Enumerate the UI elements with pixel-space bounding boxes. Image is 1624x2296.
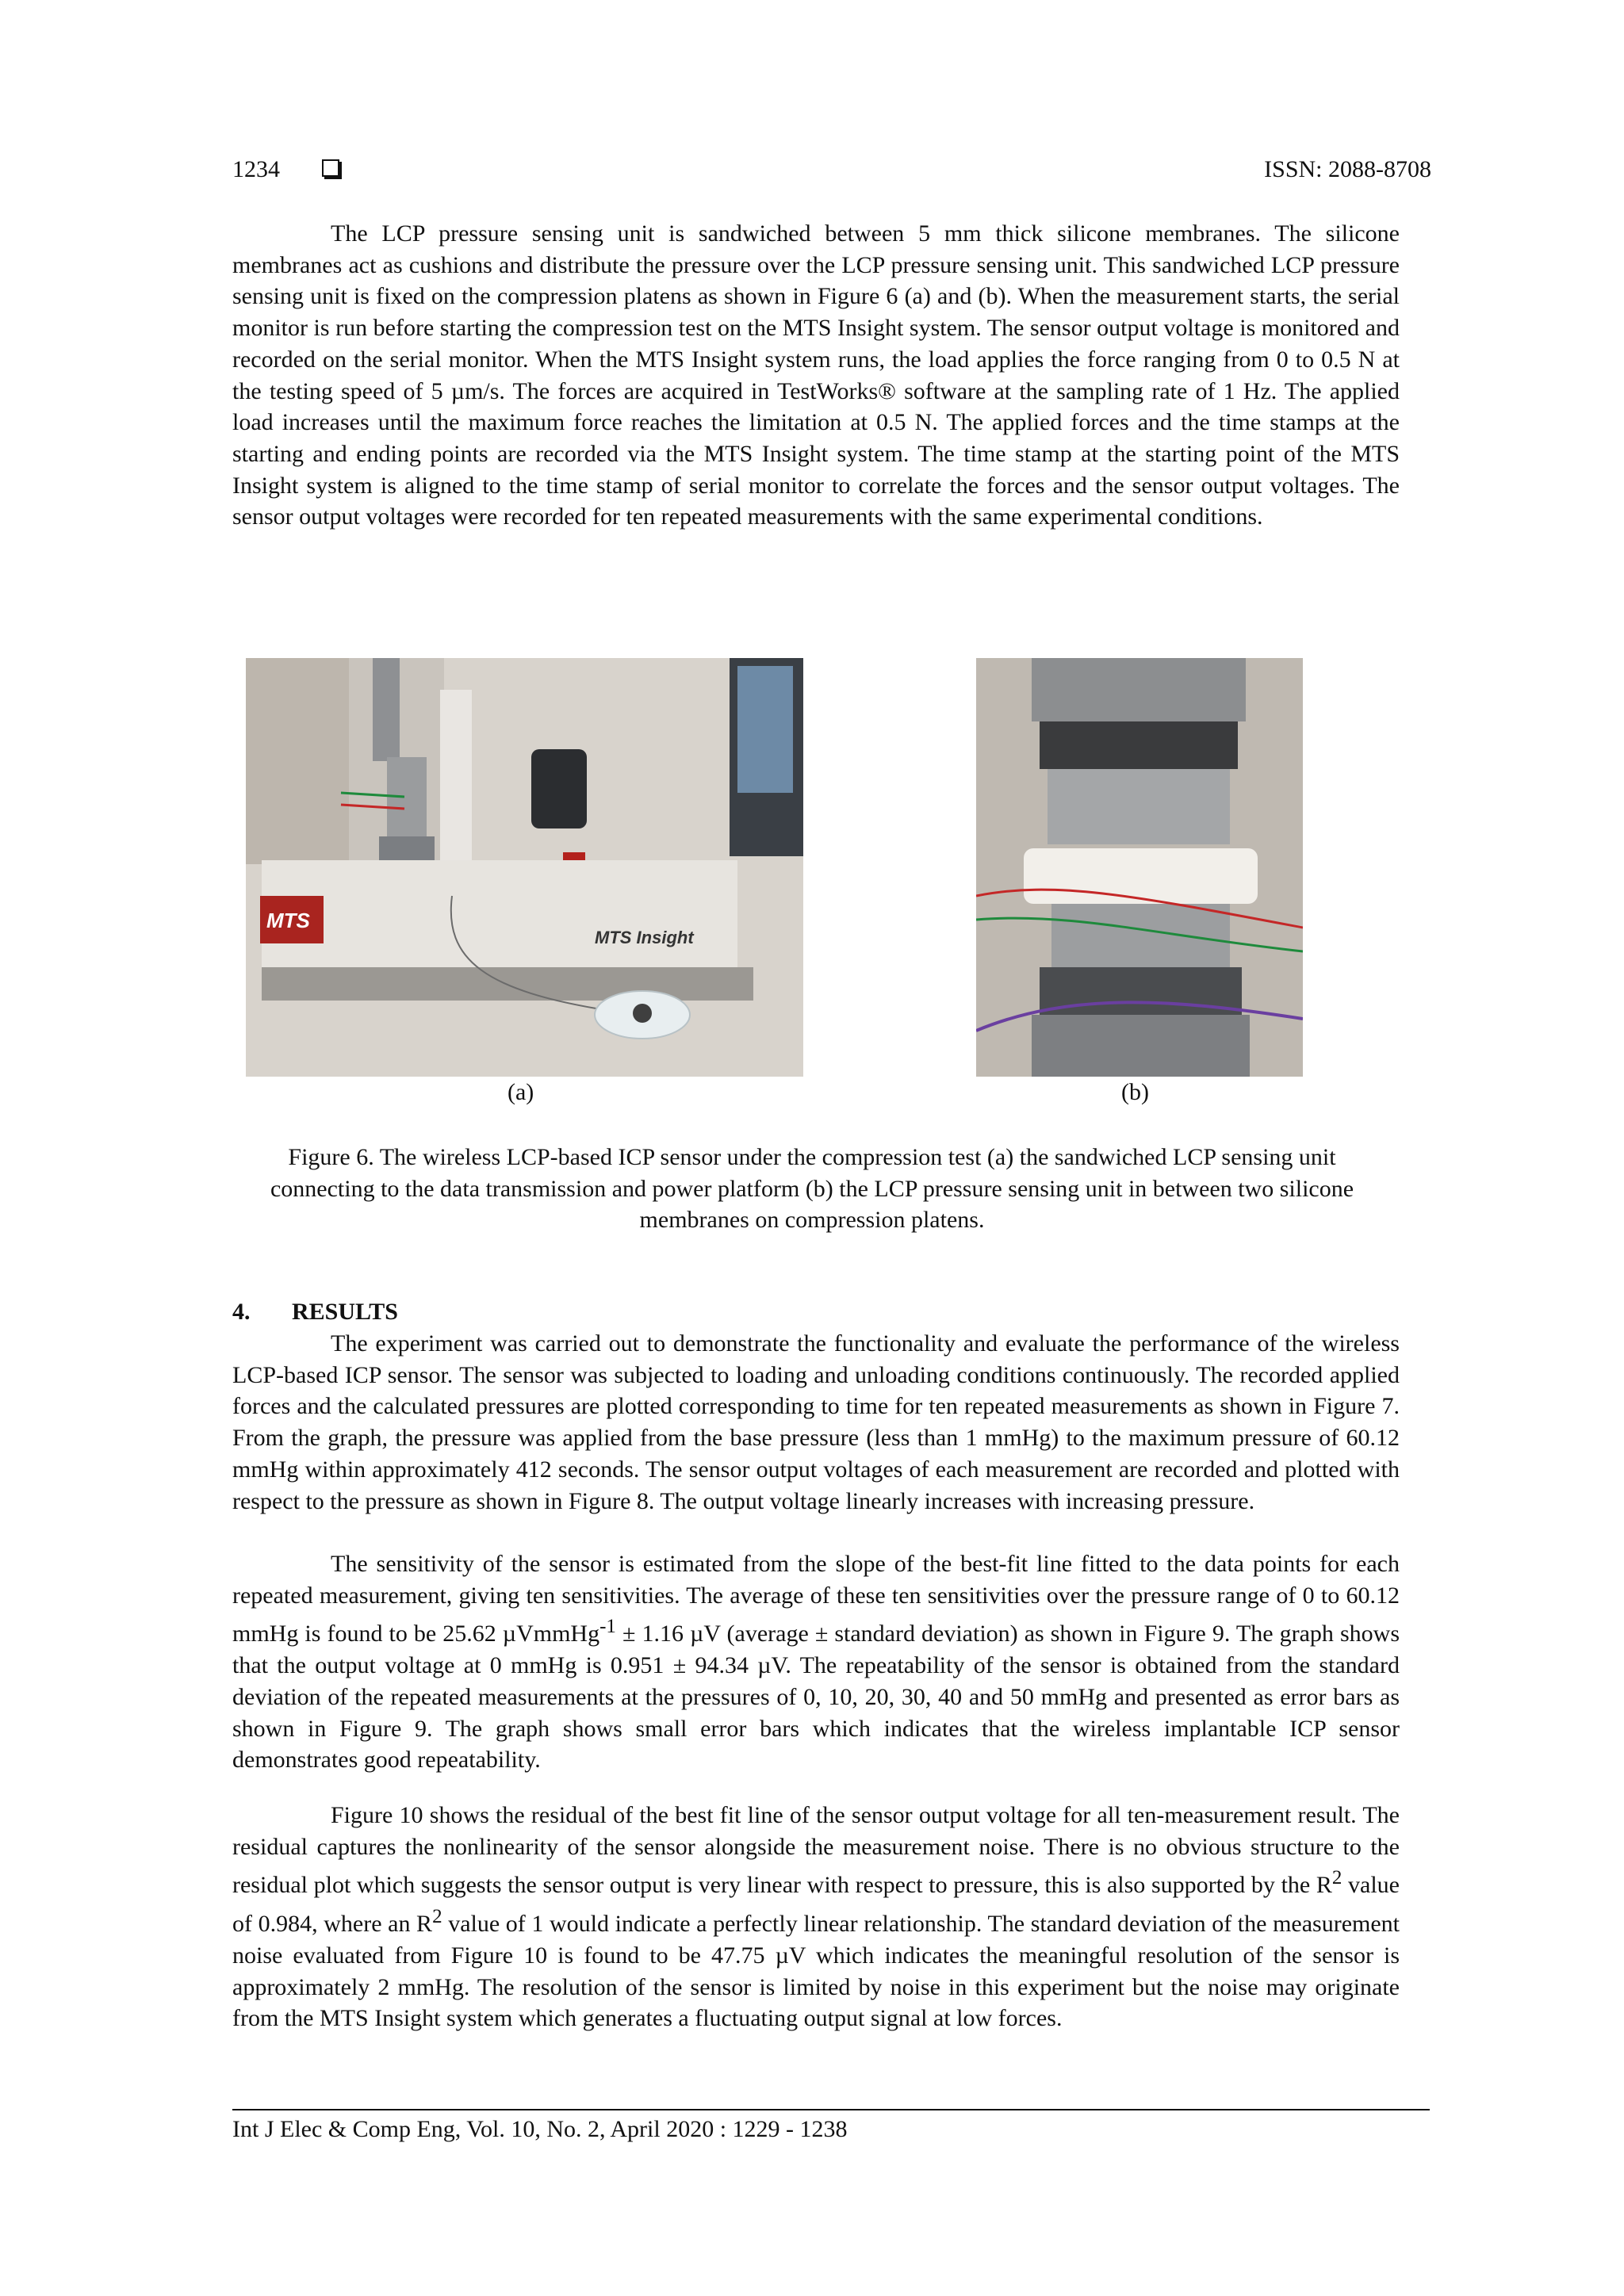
figure-6b-photo bbox=[976, 658, 1303, 1077]
paragraph-residual bbox=[232, 1800, 1400, 2034]
paragraph-results-overview: The experiment was carried out to demonstrate the functionality and evaluate the performance of the wireless LCP-based ICP sensor. The sensor was subjected to loading and unloading conditions continuously. The recorded applied forces and the calculated pressures are plotted corresponding to time for ten repeated measurements as shown in Figure 7. From the graph, the pressure was applied from the base pressure (less than 1 mmHg) to the maximum pressure of 60.12 mmHg within approximately 412 seconds. The sensor output voltages of each measurement are recorded and plotted with respect to the pressure as shown in Figure 8. The output voltage linearly increases with increasing pressure. bbox=[232, 1330, 1400, 1514]
square-bullet-icon bbox=[322, 159, 339, 177]
paragraph-residual-text-1: Figure 10 shows the residual of the best fit line of the sensor output voltage for all ten-measurement result. The residual captures the nonlinearity of the sensor alongside the measurement noise. There is no obvious structure to the residual plot which suggests the sensor output is very linear with respect to pressure, this is also supported by the R bbox=[232, 1802, 1400, 1899]
issn-label: ISSN: 2088-8708 bbox=[1264, 156, 1431, 182]
photo-a-brand-text: MTS bbox=[266, 909, 310, 932]
footer-rule bbox=[232, 2109, 1430, 2110]
section-number: 4. bbox=[232, 1299, 251, 1325]
figure-6-caption: Figure 6. The wireless LCP-based ICP sensor under the compression test (a) the sandwiched LCP sensing unit connecting to the data transmission and power platform (b) the LCP pressure sensing unit in between two silicone membranes on compression platens. bbox=[270, 1144, 1354, 1233]
photo-a-model-text: MTS Insight bbox=[595, 928, 694, 947]
paragraph-method: The LCP pressure sensing unit is sandwiched between 5 mm thick silicone membranes. The silicone membranes act as cushions and distribute the pressure over the LCP pressure sensing unit. This sandwiched LCP pressure sensing unit is fixed on the compression platens as shown in Figure 6 (a) and (b). When the measurement starts, the serial monitor is run before starting the compression test on the MTS Insight system. The sensor output voltage is monitored and recorded on the serial monitor. When the MTS Insight system runs, the load applies the force ranging from 0 to 0.5 N at the testing speed of 5 µm/s. The forces are acquired in TestWorks® software at the sampling rate of 1 Hz. The applied load increases until the maximum force reaches the limitation at 0.5 N. The applied forces and the time stamps at the starting and ending points are recorded via the MTS Insight system. The time stamp at the starting point of the MTS Insight system is aligned to the time stamp of serial monitor to correlate the forces and the sensor output voltages. The sensor output voltages were recorded for ten repeated measurements with the same experimental conditions. bbox=[232, 220, 1400, 530]
paragraph-sensitivity-text-2: ± 1.16 µV (average ± standard deviation) as shown in Figure 9. The graph shows that the output voltage at 0 mmHg is 0.951 ± 94.34 µV. The repeatability of the sensor is obtained from the standard deviation of the repeated measurements at the pressures of 0, 10, 20, 30, 40 and 50 mmHg and presented as error bars as shown in Figure 9. The graph shows small error bars which indicates that the wireless implantable ICP sensor demonstrates good repeatability. bbox=[232, 1621, 1400, 1774]
paragraph-sensitivity bbox=[232, 1548, 1400, 1776]
figure-6a-photo bbox=[246, 658, 803, 1077]
paragraph-sensitivity-text-1: The sensitivity of the sensor is estimated from the slope of the best-fit line fitted to the data points for each repeated measurement, giving ten sensitivities. The average of these ten sensitivities over the pressure range of 0 to 60.12 mmHg is found to be 25.62 µVmmHg bbox=[232, 1551, 1400, 1647]
section-heading-results bbox=[232, 1296, 398, 1328]
superscript-minus-one: -1 bbox=[599, 1616, 616, 1638]
footer-citation: Int J Elec & Comp Eng, Vol. 10, No. 2, April 2020 : 1229 - 1238 bbox=[232, 2116, 848, 2142]
page-number: 1234 bbox=[232, 156, 280, 182]
superscript-two-b: 2 bbox=[432, 1906, 442, 1928]
page-header bbox=[232, 154, 1431, 189]
section-title: RESULTS bbox=[292, 1299, 398, 1325]
superscript-two-a: 2 bbox=[1331, 1867, 1342, 1889]
paragraph-residual-text-3: value of 1 would indicate a perfectly linear relationship. The standard deviation of the measurement noise evaluated from Figure 10 is found to be 47.75 µV which indicates the meaningful resolution of the sensor is approximately 2 mmHg. The resolution of the sensor is limited by noise in this experiment but the noise may originate from the MTS Insight system which generates a fluctuating output signal at low forces. bbox=[232, 1911, 1400, 2032]
figure-6b-label: (b) bbox=[1121, 1079, 1149, 1105]
figure-6a-label: (a) bbox=[508, 1079, 534, 1105]
paragraph-residual-text-2: value of 0.984, where an R bbox=[232, 1872, 1400, 1938]
